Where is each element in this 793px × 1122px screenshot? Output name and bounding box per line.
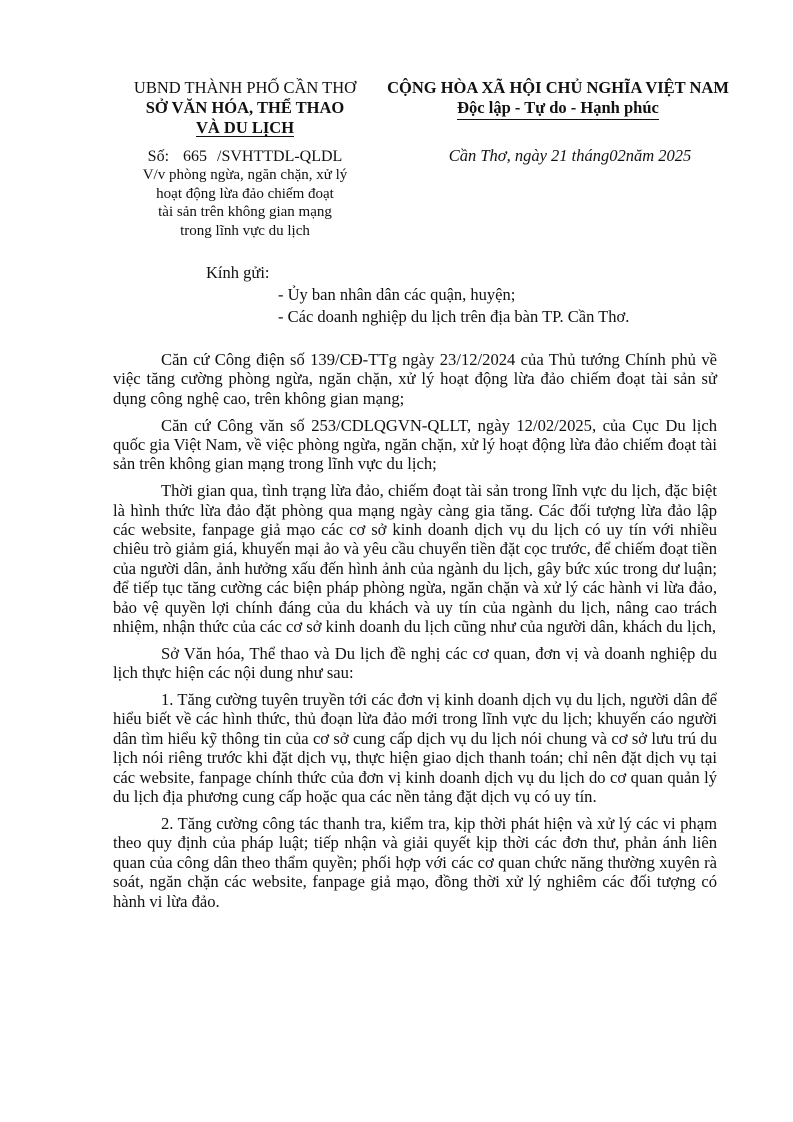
date-prefix: Cần Thơ, ngày [448,146,547,165]
doc-number-value: 665 [183,148,208,165]
doc-number-suffix: /SVHTTDL-QLDL [217,148,343,165]
recipients-label: Kính gửi: [206,263,270,282]
document-number [100,147,390,167]
recipient-item: - Ủy ban nhân dân các quận, huyện; [278,285,516,304]
document-body [113,350,717,918]
body-paragraph: Căn cứ Công điện số 139/CĐ-TTg ngày 23/12/2024 của Thủ tướng Chính phủ về việc tăng cường phòng ngừa, ngăn chặn, xử lý hoạt động lừa đảo chiếm đoạt tài sản sử dụng công nghệ cao, trên không gian mạng; [113,350,717,408]
recipient-item: - Các doanh nghiệp du lịch trên địa bàn TP. Cần Thơ. [278,307,630,326]
issue-date [380,146,760,166]
department-name-line1: SỞ VĂN HÓA, THỂ THAO [145,98,345,117]
date-month: 02 [609,146,626,165]
date-day: 21 [551,146,568,165]
body-paragraph: Căn cứ Công văn số 253/CDLQGVN-QLLT, ngày 12/02/2025, của Cục Du lịch quốc gia Việt Nam, về việc phòng ngừa, ngăn chặn, xử lý hoạt động lừa đảo chiếm đoạt tài sản trên không gian mạng trong lĩnh vực du lịch; [113,415,717,474]
recipients-block [206,262,629,328]
subject-line: tài sản trên không gian mạng [158,204,332,221]
doc-number-prefix: Số: [147,148,170,165]
subject-line: trong lĩnh vực du lịch [180,222,310,239]
national-title-block [368,78,748,120]
date-month-label: tháng [571,146,610,165]
body-paragraph: 2. Tăng cường công tác thanh tra, kiểm tra, kịp thời phát hiện và xử lý các vi phạm theo quy định của pháp luật; tiếp nhận và giải quyết kịp thời các đơn thư, phản ánh liên quan của công dân theo thẩm quyền; phối hợp với các cơ quan chức năng thường xuyên rà soát, ngăn chặn các website, fanpage giả mạo, đồng thời xử lý nghiêm các đối tượng có hành vi lừa đảo. [113,813,717,911]
national-motto: Độc lập - Tự do - Hạnh phúc [457,98,659,120]
body-paragraph: 1. Tăng cường tuyên truyền tới các đơn vị kinh doanh dịch vụ du lịch, người dân để hiểu biết về các hình thức, thủ đoạn lừa đảo mới trong lĩnh vực du lịch; khuyến cáo người dân tìm hiểu kỹ thông tin của cơ sở cung cấp dịch vụ du lịch nói chung và cơ sở lưu trú du lịch nói riêng trước khi đặt dịch vụ, thực hiện giao dịch thanh toán; chỉ nên đặt dịch vụ tại các website, fanpage chính thức của đơn vị kinh doanh dịch vụ du lịch do cơ quan quản lý du lịch địa phương cung cấp hoặc qua các nền tảng đặt dịch vụ có uy tín. [113,690,717,807]
subject-line: hoạt động lừa đảo chiếm đoạt [156,185,334,202]
body-paragraph: Thời gian qua, tình trạng lừa đảo, chiếm đoạt tài sản trong lĩnh vực du lịch, đặc biệt là hình thức lừa đảo đặt phòng qua mạng ngày càng gia tăng. Các đối tượng lừa đảo lập các website, fanpage giả mạo các cơ sở kinh doanh dịch vụ du lịch có uy tín với nhiều chiêu trò giảm giá, khuyến mại ảo và yêu cầu chuyển tiền đặt cọc trước, để chiếm đoạt tiền của người dân, ảnh hưởng xấu đến hình ảnh của ngành du lịch, gây bức xúc trong dư luận; để tiếp tục tăng cường các biện pháp phòng ngừa, ngăn chặn và xử lý các hành vi lừa đảo, bảo vệ quyền lợi chính đáng của du khách và uy tín của ngành du lịch, nâng cao trách nhiệm, nhận thức của các cơ sở kinh doanh du lịch cũng như của người dân, khách du lịch, [113,481,717,637]
parent-agency: UBND THÀNH PHỐ CẦN THƠ [133,78,357,97]
body-paragraph: Sở Văn hóa, Thể thao và Du lịch đề nghị các cơ quan, đơn vị và doanh nghiệp du lịch thực hiện các nội dung như sau: [113,643,717,683]
date-year: năm 2025 [625,146,692,165]
subject-line: V/v phòng ngừa, ngăn chặn, xử lý [142,167,348,183]
country-name: CỘNG HÒA XÃ HỘI CHỦ NGHĨA VIỆT NAM [387,78,729,97]
document-subject [100,166,390,240]
department-name-line2: VÀ DU LỊCH [195,118,295,137]
issuing-agency-block [100,78,390,138]
